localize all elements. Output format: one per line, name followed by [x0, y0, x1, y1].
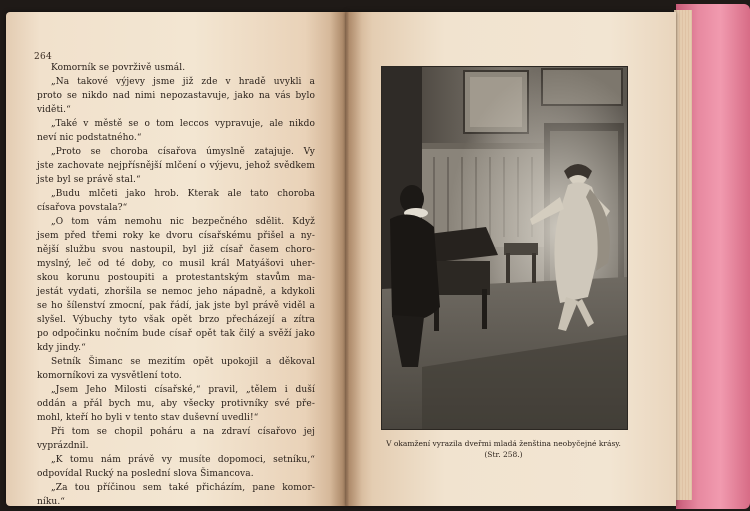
text-line: „Na takové výjevy jsme již zde v hradě uvykli a	[51, 77, 315, 87]
text-line: jste zachovate nejpřísnější mlčení o výjevu, jehož svědkem	[37, 161, 315, 171]
text-line: Při tom se chopil poháru a na zdraví císařovo jej	[51, 427, 315, 437]
text-line: mohl, kteří ho byli v tento stav duševní uvedli!“	[37, 413, 259, 423]
page-number: 264	[34, 52, 53, 62]
text-line: Setník Šimanc se mezitím opět upokojil a děkoval	[51, 357, 315, 367]
text-line: kdy jindy.“	[37, 343, 86, 353]
illustration-image	[382, 67, 627, 429]
text-line: po odpočinku nočním bude císař opět tak čilý a svěží jako	[37, 329, 315, 339]
text-line: se ho šílenství zmocní, pak řádí, jak jste byl právě viděl a	[37, 301, 315, 311]
text-line: níku.“	[37, 497, 65, 507]
text-line: slyšel. Výbuchy tyto však opět brzo přecházejí a zítra	[37, 315, 315, 325]
text-line: myslný, leč od té doby, co musil král Matyášovi uher-	[37, 259, 315, 269]
text-line: „O tom vám nemohu nic bezpečného sdělit. Když	[51, 217, 315, 227]
text-line: císařova povstala?“	[37, 203, 128, 213]
text-line: nější službu svou nastoupil, byl již císař časem choro-	[37, 245, 315, 255]
text-line: neví nic podstatného.“	[37, 133, 142, 143]
page-edges	[674, 10, 692, 500]
text-line: jste byl se právě stal.“	[37, 175, 141, 185]
text-line: komorníkovi za vysvětlení toto.	[37, 371, 182, 381]
text-line: viděti.“	[37, 105, 71, 115]
text-line: vyprázdnil.	[37, 441, 89, 451]
text-line: „Také v městě se o tom leccos vypravuje, ale nikdo	[51, 119, 315, 129]
text-line: „Jsem Jeho Milosti císařské,“ pravil, „tělem i duší	[51, 385, 315, 395]
text-line: proto se nikdo nad nimi nepozastavuje, jako na vás bylo	[37, 91, 315, 101]
text-line: odpovídal Rucký na poslední slova Šimancova.	[37, 469, 254, 479]
left-page-text	[37, 61, 315, 509]
text-line: Komorník se povrživě usmál.	[51, 63, 186, 73]
book-gutter	[330, 12, 362, 506]
text-line: „Za tou příčinou sem také přicházím, pane komor-	[51, 483, 315, 493]
text-line: jsem před třemi roky ke dvoru císařskému přišel a ny-	[37, 231, 315, 241]
text-line: oddán a přál bych mu, aby všecky protivníky své pře-	[37, 399, 315, 409]
text-line: „K tomu nám právě vy musíte dopomoci, setníku,“	[51, 455, 315, 465]
text-line: „Budu mlčeti jako hrob. Kterak ale tato choroba	[51, 189, 315, 199]
illustration	[381, 66, 628, 430]
illustration-caption: V okamžení vyrazila dveřmi mladá ženština neobyčejné krásy. (Str. 258.)	[386, 439, 621, 459]
text-line: jestát vydati, zhoršila se nemoc jeho nápadně, a kdykoli	[37, 287, 315, 297]
text-line: „Proto se choroba císařova úmyslně zatajuje. Vy	[51, 147, 315, 157]
text-line: skou korunu postoupiti a protestantským stavům ma-	[37, 273, 315, 283]
